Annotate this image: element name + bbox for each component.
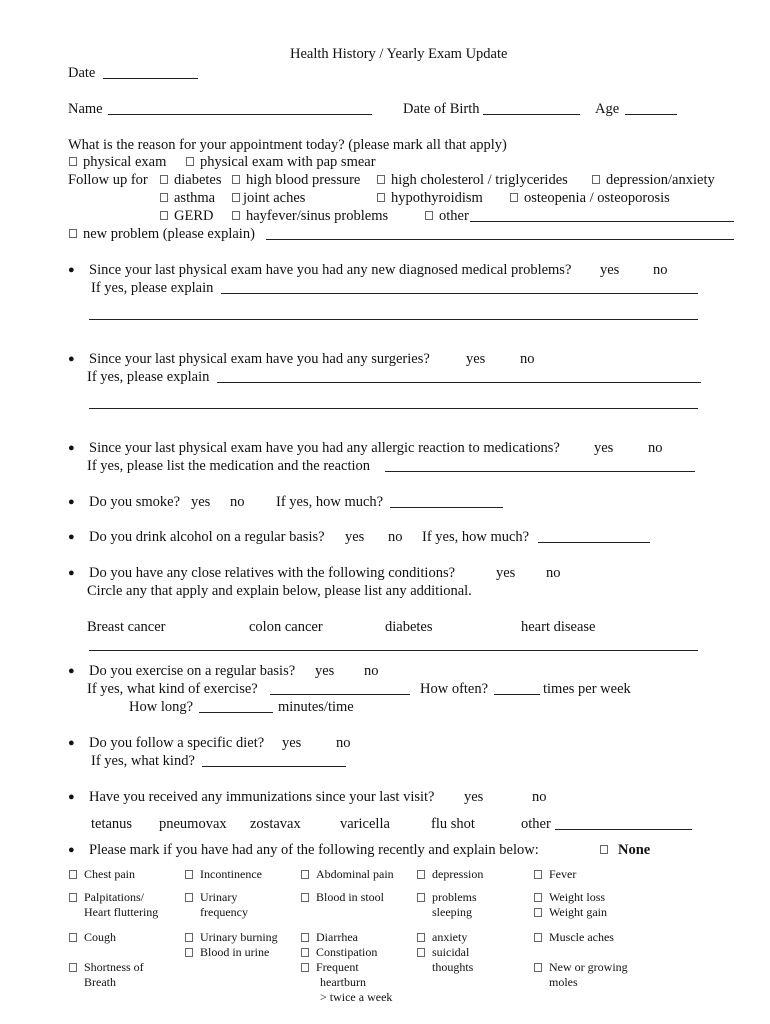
blood-stool-label: Blood in stool bbox=[316, 890, 385, 904]
vaccine-other[interactable]: other bbox=[521, 816, 551, 832]
vaccine-other-field[interactable] bbox=[555, 815, 692, 830]
heartburn-label: Frequent bbox=[316, 960, 359, 974]
sleep-problems-checkbox[interactable] bbox=[417, 893, 425, 902]
other-checkbox[interactable] bbox=[425, 211, 433, 220]
q3-explain-label: If yes, please list the medication and the reaction bbox=[87, 458, 371, 474]
physical-pap-checkbox[interactable] bbox=[186, 157, 194, 166]
asthma-checkbox[interactable] bbox=[160, 193, 168, 202]
q5-yes[interactable]: yes bbox=[345, 529, 365, 545]
q8-text: Do you follow a specific diet? bbox=[89, 735, 265, 751]
new-problem-label: new problem (please explain) bbox=[83, 226, 255, 242]
new-problem-field[interactable] bbox=[266, 225, 734, 240]
age-field[interactable] bbox=[625, 100, 677, 115]
q3-no[interactable]: no bbox=[648, 440, 663, 456]
q9-yes[interactable]: yes bbox=[464, 789, 484, 805]
hypothyroidism-label: hypothyroidism bbox=[391, 190, 483, 206]
bullet: ● bbox=[68, 264, 75, 276]
constipation-checkbox[interactable] bbox=[301, 948, 309, 957]
q4-text: Do you smoke? bbox=[89, 494, 181, 510]
sob-checkbox[interactable] bbox=[69, 963, 77, 972]
vaccine-pneumovax[interactable]: pneumovax bbox=[159, 816, 227, 832]
q8-kind-label: If yes, what kind? bbox=[91, 753, 195, 769]
joint-checkbox[interactable] bbox=[232, 193, 240, 202]
bullet: ● bbox=[68, 442, 75, 454]
q4-yes[interactable]: yes bbox=[191, 494, 211, 510]
q7-long-label: How long? bbox=[129, 699, 194, 715]
diarrhea-checkbox[interactable] bbox=[301, 933, 309, 942]
diabetes-label: diabetes bbox=[174, 172, 222, 188]
vaccine-flu-shot[interactable]: flu shot bbox=[431, 816, 475, 832]
urinary-frequency-checkbox[interactable] bbox=[185, 893, 193, 902]
bullet: ● bbox=[68, 844, 75, 856]
q7-yes[interactable]: yes bbox=[315, 663, 335, 679]
asthma-label: asthma bbox=[174, 190, 216, 206]
sob-label-2: Breath bbox=[84, 975, 116, 989]
gerd-checkbox[interactable] bbox=[160, 211, 168, 220]
anxiety-checkbox[interactable] bbox=[417, 933, 425, 942]
bullet: ● bbox=[68, 496, 75, 508]
q1-explain-field[interactable] bbox=[221, 279, 698, 294]
other-field[interactable] bbox=[470, 207, 734, 222]
depression-symptom-label: depression bbox=[432, 867, 484, 881]
anxiety-label: anxiety bbox=[432, 930, 468, 944]
moles-checkbox[interactable] bbox=[534, 963, 542, 972]
fever-label: Fever bbox=[549, 867, 577, 881]
suicidal-label-2: thoughts bbox=[432, 960, 474, 974]
name-label: Name bbox=[68, 101, 103, 117]
condition-breast-cancer[interactable]: Breast cancer bbox=[87, 619, 166, 635]
q6-instructions: Circle any that apply and explain below, please list any additional. bbox=[87, 583, 472, 599]
bullet: ● bbox=[68, 737, 75, 749]
bullet: ● bbox=[68, 567, 75, 579]
sleep-problems-label-2: sleeping bbox=[432, 905, 472, 919]
cough-label: Cough bbox=[84, 930, 117, 944]
q1-text: Since your last physical exam have you had any new diagnosed medical problems? bbox=[89, 262, 572, 278]
q7-minutes-label: minutes/time bbox=[278, 699, 354, 715]
chest-pain-checkbox[interactable] bbox=[69, 870, 77, 879]
date-label: Date bbox=[68, 65, 96, 81]
sob-label: Shortness of bbox=[84, 960, 144, 974]
palpitations-label: Palpitations/ bbox=[84, 890, 144, 904]
sleep-problems-label: problems bbox=[432, 890, 477, 904]
cholesterol-checkbox[interactable] bbox=[377, 175, 385, 184]
cough-checkbox[interactable] bbox=[69, 933, 77, 942]
q7-no[interactable]: no bbox=[364, 663, 379, 679]
q7-times-label: times per week bbox=[543, 681, 631, 697]
q5-text: Do you drink alcohol on a regular basis? bbox=[89, 529, 325, 545]
q2-explain-label: If yes, please explain bbox=[87, 369, 210, 385]
q8-no[interactable]: no bbox=[336, 735, 351, 751]
palpitations-checkbox[interactable] bbox=[69, 893, 77, 902]
name-field[interactable] bbox=[108, 100, 372, 115]
vaccine-tetanus[interactable]: tetanus bbox=[91, 816, 133, 832]
constipation-label: Constipation bbox=[316, 945, 378, 959]
weight-gain-checkbox[interactable] bbox=[534, 908, 542, 917]
suicidal-label: suicidal bbox=[432, 945, 470, 959]
q9-no[interactable]: no bbox=[532, 789, 547, 805]
other-label: other bbox=[439, 208, 469, 224]
physical-exam-label: physical exam bbox=[83, 154, 167, 170]
q5-how-field[interactable] bbox=[538, 528, 650, 543]
dob-label: Date of Birth bbox=[403, 101, 480, 117]
q6-no[interactable]: no bbox=[546, 565, 561, 581]
q2-text: Since your last physical exam have you had any surgeries? bbox=[89, 351, 430, 367]
moles-label: New or growing bbox=[549, 960, 628, 974]
condition-colon-cancer[interactable]: colon cancer bbox=[249, 619, 323, 635]
physical-exam-checkbox[interactable] bbox=[69, 157, 77, 166]
muscle-aches-label: Muscle aches bbox=[549, 930, 614, 944]
urinary-frequency-label: Urinary bbox=[200, 890, 238, 904]
bullet: ● bbox=[68, 531, 75, 543]
blood-urine-label: Blood in urine bbox=[200, 945, 270, 959]
q6-text: Do you have any close relatives with the following conditions? bbox=[89, 565, 456, 581]
age-label: Age bbox=[595, 101, 620, 117]
q4-how-label: If yes, how much? bbox=[276, 494, 384, 510]
q3-text: Since your last physical exam have you had any allergic reaction to medications? bbox=[89, 440, 560, 456]
abdominal-pain-checkbox[interactable] bbox=[301, 870, 309, 879]
q4-no[interactable]: no bbox=[230, 494, 245, 510]
joint-label: joint aches bbox=[243, 190, 306, 206]
page-title: Health History / Yearly Exam Update bbox=[290, 46, 508, 62]
abdominal-pain-label: Abdominal pain bbox=[316, 867, 394, 881]
q5-no[interactable]: no bbox=[388, 529, 403, 545]
q2-explain-field[interactable] bbox=[217, 368, 701, 383]
condition-heart-disease[interactable]: heart disease bbox=[521, 619, 596, 635]
moles-label-2: moles bbox=[549, 975, 578, 989]
osteopenia-checkbox[interactable] bbox=[510, 193, 518, 202]
gerd-label: GERD bbox=[174, 208, 214, 224]
q7-long-field[interactable] bbox=[199, 698, 273, 713]
heartburn-checkbox[interactable] bbox=[301, 963, 309, 972]
cholesterol-label: high cholesterol / triglycerides bbox=[391, 172, 568, 188]
hypothyroidism-checkbox[interactable] bbox=[377, 193, 385, 202]
vaccine-varicella[interactable]: varicella bbox=[340, 816, 390, 832]
q5-how-label: If yes, how much? bbox=[422, 529, 530, 545]
date-field[interactable] bbox=[103, 64, 198, 79]
heartburn-label-2: heartburn bbox=[320, 975, 366, 989]
bullet: ● bbox=[68, 665, 75, 677]
q3-explain-field[interactable] bbox=[385, 457, 695, 472]
q3-yes[interactable]: yes bbox=[594, 440, 614, 456]
q7-often-field[interactable] bbox=[494, 680, 540, 695]
q7-kind-label: If yes, what kind of exercise? bbox=[87, 681, 258, 697]
weight-loss-label: Weight loss bbox=[549, 890, 606, 904]
q1-no[interactable]: no bbox=[653, 262, 668, 278]
dob-field[interactable] bbox=[483, 100, 580, 115]
hbp-checkbox[interactable] bbox=[232, 175, 240, 184]
q8-kind-field[interactable] bbox=[202, 752, 346, 767]
diarrhea-label: Diarrhea bbox=[316, 930, 358, 944]
osteopenia-label: osteopenia / osteoporosis bbox=[524, 190, 670, 206]
urinary-burning-checkbox[interactable] bbox=[185, 933, 193, 942]
q2-yes[interactable]: yes bbox=[466, 351, 486, 367]
depression-symptom-checkbox[interactable] bbox=[417, 870, 425, 879]
urinary-burning-label: Urinary burning bbox=[200, 930, 278, 944]
muscle-aches-checkbox[interactable] bbox=[534, 933, 542, 942]
weight-loss-checkbox[interactable] bbox=[534, 893, 542, 902]
physical-pap-label: physical exam with pap smear bbox=[200, 154, 376, 170]
none-label: None bbox=[618, 842, 651, 858]
heartburn-label-3: > twice a week bbox=[320, 990, 393, 1004]
vaccine-zostavax[interactable]: zostavax bbox=[250, 816, 301, 832]
followup-label: Follow up for bbox=[68, 172, 148, 188]
condition-diabetes[interactable]: diabetes bbox=[385, 619, 433, 635]
q9-text: Have you received any immunizations since your last visit? bbox=[89, 789, 435, 805]
hbp-label: high blood pressure bbox=[246, 172, 361, 188]
diabetes-checkbox[interactable] bbox=[160, 175, 168, 184]
incontinence-label: Incontinence bbox=[200, 867, 262, 881]
urinary-frequency-label-2: frequency bbox=[200, 905, 248, 919]
none-checkbox[interactable] bbox=[600, 845, 608, 854]
hayfever-checkbox[interactable] bbox=[232, 211, 240, 220]
q2-no[interactable]: no bbox=[520, 351, 535, 367]
reason-question: What is the reason for your appointment today? (please mark all that apply) bbox=[68, 137, 507, 153]
q8-yes[interactable]: yes bbox=[282, 735, 302, 751]
fever-checkbox[interactable] bbox=[534, 870, 542, 879]
incontinence-checkbox[interactable] bbox=[185, 870, 193, 879]
q7-often-label: How often? bbox=[420, 681, 489, 697]
q1-explain-field-2[interactable] bbox=[89, 305, 698, 320]
q6-yes[interactable]: yes bbox=[496, 565, 516, 581]
q4-how-field[interactable] bbox=[390, 493, 503, 508]
bullet: ● bbox=[68, 353, 75, 365]
q1-explain-label: If yes, please explain bbox=[91, 280, 214, 296]
hayfever-label: hayfever/sinus problems bbox=[246, 208, 389, 224]
palpitations-label-2: Heart fluttering bbox=[84, 905, 159, 919]
blood-urine-checkbox[interactable] bbox=[185, 948, 193, 957]
bullet: ● bbox=[68, 791, 75, 803]
weight-gain-label: Weight gain bbox=[549, 905, 608, 919]
q7-kind-field[interactable] bbox=[270, 680, 410, 695]
q10-text: Please mark if you have had any of the following recently and explain below: bbox=[89, 842, 539, 858]
q1-yes[interactable]: yes bbox=[600, 262, 620, 278]
blood-stool-checkbox[interactable] bbox=[301, 893, 309, 902]
q2-explain-field-2[interactable] bbox=[89, 394, 698, 409]
chest-pain-label: Chest pain bbox=[84, 867, 135, 881]
q7-text: Do you exercise on a regular basis? bbox=[89, 663, 296, 679]
depression-label: depression/anxiety bbox=[606, 172, 715, 188]
new-problem-checkbox[interactable] bbox=[69, 229, 77, 238]
depression-checkbox[interactable] bbox=[592, 175, 600, 184]
suicidal-checkbox[interactable] bbox=[417, 948, 425, 957]
q6-explain-field[interactable] bbox=[89, 636, 698, 651]
